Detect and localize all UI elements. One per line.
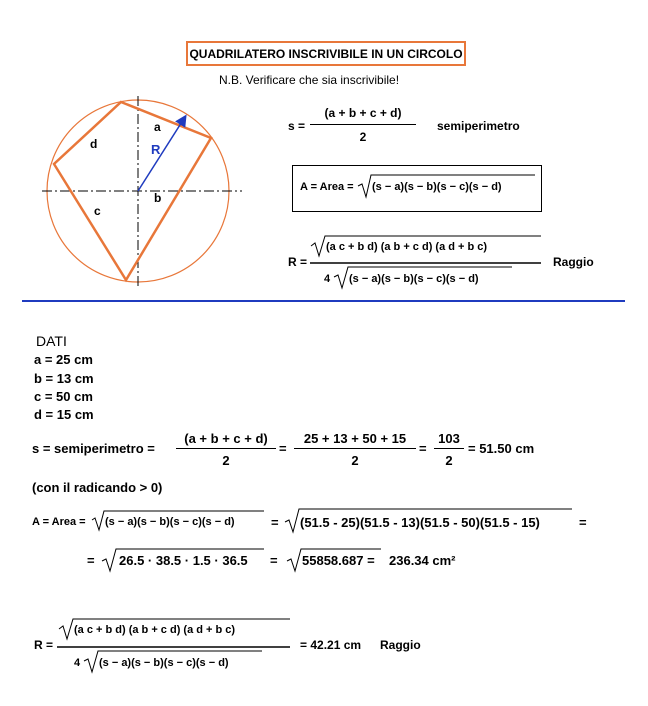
dati-b: b = 13 cm — [34, 371, 94, 386]
calc-r-caption: Raggio — [380, 638, 421, 652]
calc-r-result: = 42.21 cm — [300, 638, 362, 652]
radicand-condition: (con il radicando > 0) — [32, 480, 163, 495]
calc-area-radicand-3: 26.5 · 38.5 · 1.5 · 36.5 — [119, 553, 248, 568]
r-formula-caption: Raggio — [553, 255, 594, 269]
calc-s-lhs: s = semiperimetro = — [32, 441, 155, 456]
calc-s-numerator-1: (a + b + c + d) — [184, 431, 268, 446]
calc-area-radicand-1: (s − a)(s − b)(s − c)(s − d) — [105, 516, 235, 528]
s-formula-denominator: 2 — [359, 130, 367, 144]
calc-area-equals-1: = — [271, 515, 279, 530]
dati-d: d = 15 cm — [34, 407, 94, 422]
page-title-text: QUADRILATERO INSCRIVIBILE IN UN CIRCOLO — [189, 46, 463, 61]
calc-s-numerator-3: 103 — [438, 431, 460, 446]
calc-s-equals-2: = — [419, 441, 427, 456]
calc-area-lhs: A = Area = — [32, 516, 86, 528]
side-label-c: c — [94, 204, 101, 218]
calc-area-equals-4: = — [270, 553, 278, 568]
calc-r-numerator: (a c + b d) (a b + c d) (a d + b c) — [74, 624, 236, 636]
dati-c: c = 50 cm — [34, 389, 93, 404]
r-formula-denominator-coef: 4 — [324, 273, 331, 285]
radius-label: R — [151, 142, 161, 157]
area-formula-lhs: A = Area = — [300, 181, 354, 193]
calc-r-denominator-radicand: (s − a)(s − b)(s − c)(s − d) — [99, 657, 229, 669]
r-formula-lhs: R = — [288, 255, 308, 269]
calc-area-equals-3: = — [87, 553, 95, 568]
calc-s-denominator-3: 2 — [445, 453, 453, 468]
area-formula-radicand: (s − a)(s − b)(s − c)(s − d) — [372, 181, 502, 193]
s-formula-numerator: (a + b + c + d) — [324, 106, 402, 120]
calc-s-denominator-2: 2 — [351, 453, 359, 468]
calc-area-radicand-2: (51.5 - 25)(51.5 - 13)(51.5 - 50)(51.5 - 15) — [300, 515, 540, 530]
calc-s-numerator-2: 25 + 13 + 50 + 15 — [303, 431, 407, 446]
calc-area-radicand-4: 55858.687 = — [302, 553, 375, 568]
inscribable-note: N.B. Verificare che sia inscrivibile! — [219, 73, 400, 87]
calc-s-result: = 51.50 cm — [468, 441, 535, 456]
calc-area-result: 236.34 cm² — [389, 553, 456, 568]
calc-area-equals-2: = — [579, 515, 587, 530]
calc-s-equals-1: = — [279, 441, 287, 456]
calc-r-denominator-coef: 4 — [74, 657, 81, 669]
r-formula-denominator-radicand: (s − a)(s − b)(s − c)(s − d) — [349, 273, 479, 285]
r-formula-numerator: (a c + b d) (a b + c d) (a d + b c) — [326, 241, 488, 253]
side-label-d: d — [90, 137, 98, 151]
dati-heading: DATI — [36, 333, 67, 349]
calc-r-lhs: R = — [34, 638, 54, 652]
side-label-a: a — [154, 120, 161, 134]
s-formula-lhs: s = — [288, 119, 306, 133]
calc-s-denominator-1: 2 — [222, 453, 230, 468]
s-formula-caption: semiperimetro — [437, 119, 520, 133]
side-label-b: b — [154, 191, 162, 205]
dati-a: a = 25 cm — [34, 352, 93, 367]
